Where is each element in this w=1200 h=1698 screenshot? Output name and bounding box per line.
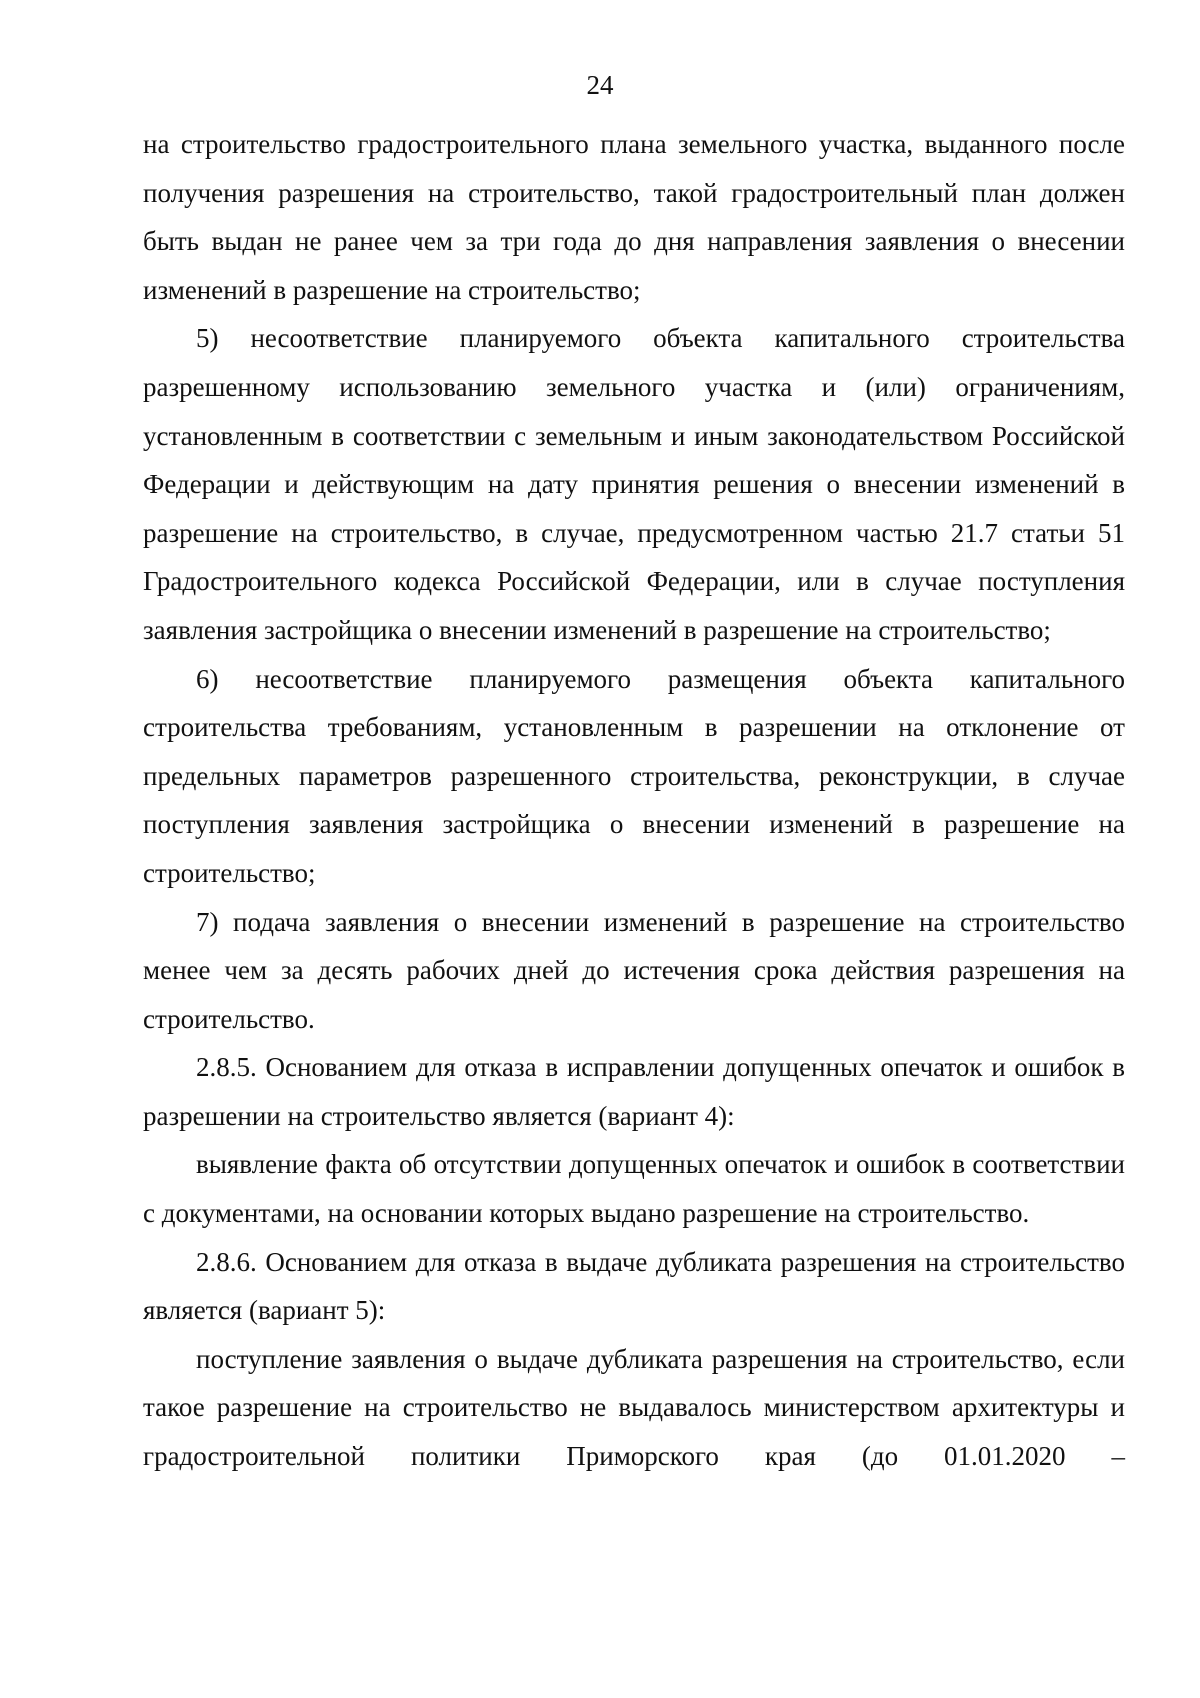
- paragraph-continuation: на строительство градостроительного плана земельного участка, выданного после получения разрешения на строительство, такой градостроительный план должен быть выдан не ранее чем за три года до дня направления заявления о внесении изменений в разрешение на строительство;: [143, 129, 1125, 305]
- paragraph-2-8-5-text: выявление факта об отсутствии допущенных опечаток и ошибок в соответствии с документами, на основании которых выдано разрешение на строительство.: [143, 1149, 1125, 1229]
- paragraph-2-8-6: 2.8.6. Основанием для отказа в выдаче дубликата разрешения на строительство является (вариант 5):: [143, 1246, 1125, 1326]
- paragraph-item-5: 5) несоответствие планируемого объекта капитального строительства разрешенному использованию земельного участка и (или) ограничениям, установленным в соответствии с земельным и иным законодательством Российской Федерации и действующим на дату принятия решения о внесении изменений в разрешение на строительство, в случае, предусмотренном частью 21.7 статьи 51 Градостроительного кодекса Российской Федерации, или в случае поступления заявления застройщика о внесении изменений в разрешение на строительство;: [143, 323, 1125, 645]
- paragraph-item-6: 6) несоответствие планируемого размещения объекта капитального строительства требованиям, установленным в разрешении на отклонение от предельных параметров разрешенного строительства, реконструкции, в случае поступления заявления застройщика о внесении изменений в разрешение на строительство;: [143, 663, 1125, 888]
- page-number: 24: [586, 70, 614, 100]
- paragraph-item-7: 7) подача заявления о внесении изменений в разрешение на строительство менее чем за десять рабочих дней до истечения срока действия разрешения на строительство.: [143, 906, 1125, 1034]
- paragraph-2-8-6-text: поступление заявления о выдаче дубликата разрешения на строительство, если такое разрешение на строительство не выдавалось министерством архитектуры и градостроительной политики Приморского края (до 01.01.2020 –: [143, 1343, 1125, 1472]
- paragraph-2-8-5: 2.8.5. Основанием для отказа в исправлении допущенных опечаток и ошибок в разрешении на строительство является (вариант 4):: [143, 1052, 1125, 1131]
- document-body: [143, 120, 1125, 1481]
